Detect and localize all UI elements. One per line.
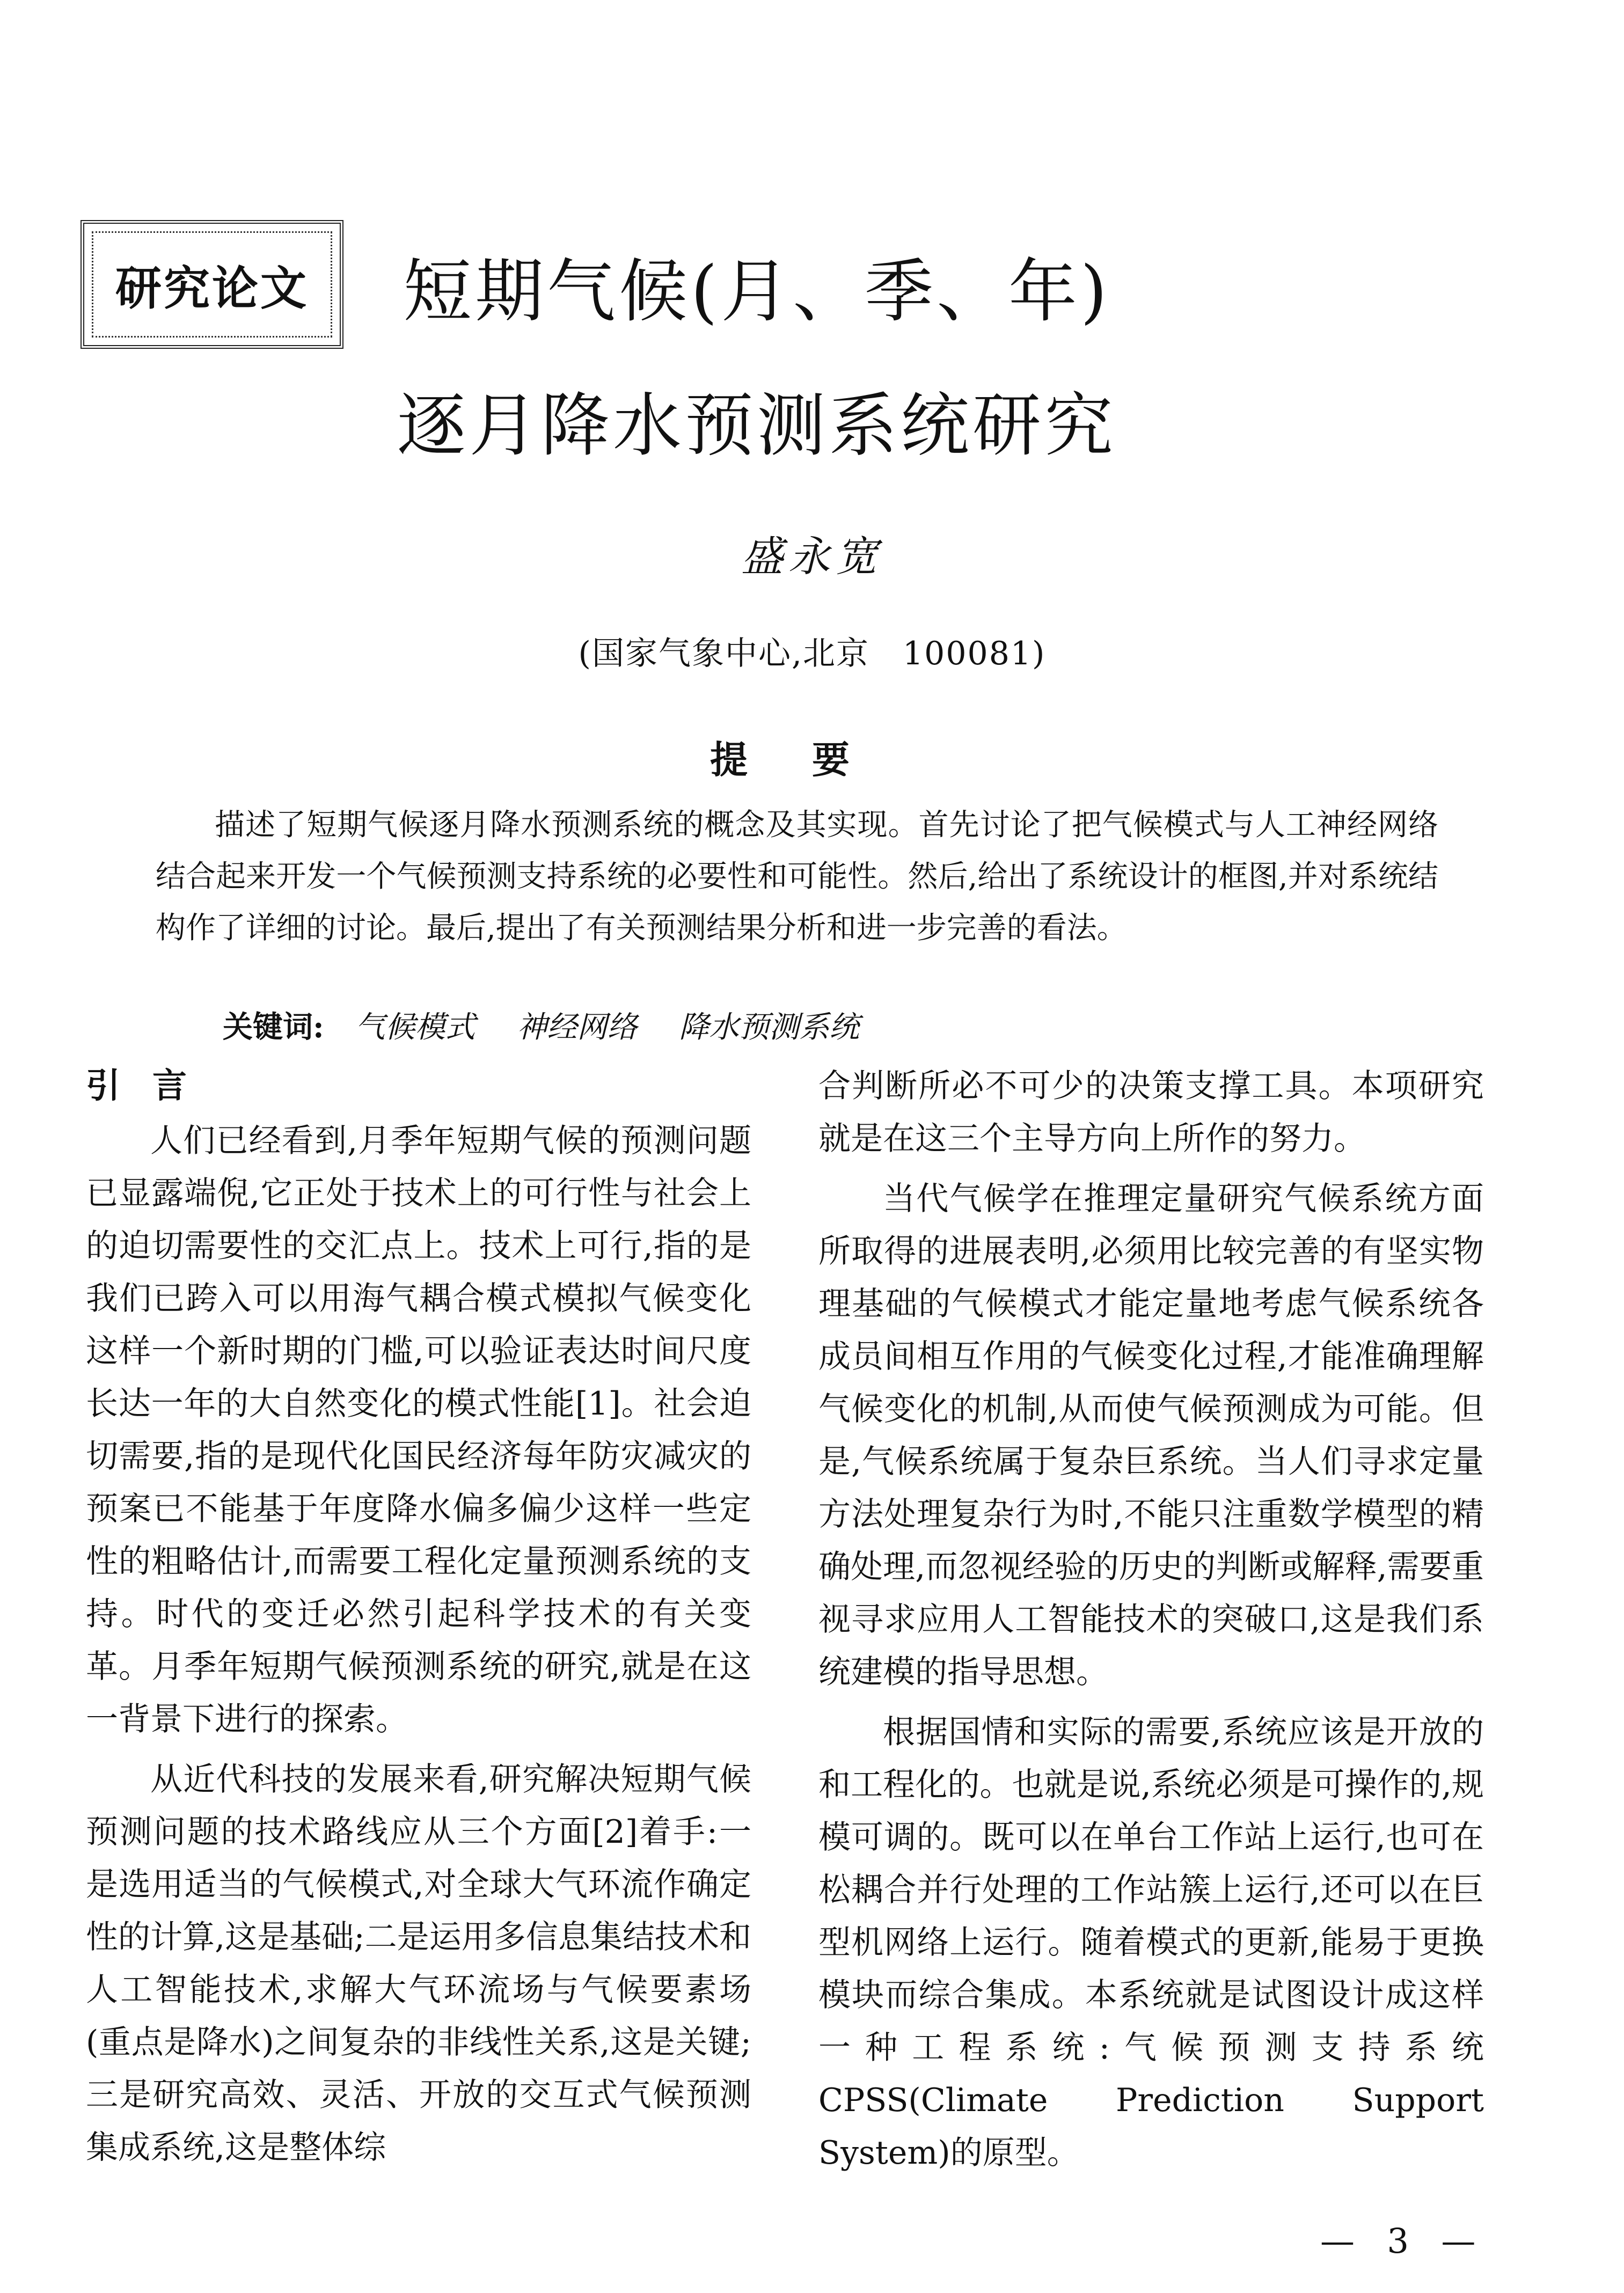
paragraph: 从近代科技的发展来看,研究解决短期气候预测问题的技术路线应从三个方面[2]着手:一是选用适当的气候模式,对全球大气环流作确定性的计算,这是基础;二是运用多信息集结技术和人工智能技术,求解大气环流场与气候要素场(重点是降水)之间复杂的非线性关系,这是关键;三是研究高效、灵活、开放的交互式气候预测集成系统,这是整体综	[86, 1761, 751, 2166]
abstract	[156, 800, 1438, 954]
paragraph: 合判断所必不可少的决策支撑工具。本项研究就是在这三个主导方向上所作的努力。	[818, 1067, 1484, 1158]
keyword: 神经网络	[517, 1010, 638, 1045]
keywords	[223, 1003, 1403, 1046]
abstract-text: 描述了短期气候逐月降水预测系统的概念及其实现。首先讨论了把气候模式与人工神经网络结合起来开发一个气候预测支持系统的必要性和可能性。然后,给出了系统设计的框图,并对系统结构作了详细的讨论。最后,提出了有关预测结果分析和进一步完善的看法。	[156, 808, 1438, 946]
section-title: 引言	[86, 1066, 219, 1106]
abstract-heading: 提要	[710, 737, 914, 782]
page-number: — 3 —	[1320, 2222, 1487, 2261]
title-line-2: 逐月降水预测系统研究	[397, 386, 1116, 466]
keyword: 气候模式	[355, 1010, 476, 1045]
title-line-1: 短期气候(月、季、年)	[403, 252, 1110, 332]
author: 盛永宽	[741, 533, 883, 581]
keywords-label: 关键词:	[223, 1009, 324, 1045]
left-column	[86, 1060, 751, 2181]
affiliation: (国家气象中心,北京 100081)	[578, 635, 1046, 672]
paragraph: 根据国情和实际的需要,系统应该是开放的和工程化的。也就是说,系统必须是可操作的,规模可调的。既可以在单台工作站上运行,也可在松耦合并行处理的工作站簇上运行,还可以在巨型机网络上运行。随着模式的更新,能易于更换模块而综合集成。本系统就是试图设计成这样一种工程系统:气候预测支持系统 CPSS(Climate Prediction Support System)的原型。	[818, 1713, 1484, 2172]
paragraph: 当代气候学在推理定量研究气候系统方面所取得的进展表明,必须用比较完善的有坚实物理基础的气候模式才能定量地考虑气候系统各成员间相互作用的气候变化过程,才能准确理解气候变化的机制,从而使气候预测成为可能。但是,气候系统属于复杂巨系统。当人们寻求定量方法处理复杂行为时,不能只注重数学模型的精确处理,而忽视经验的历史的判断或解释,需要重视寻求应用人工智能技术的突破口,这是我们系统建模的指导思想。	[818, 1180, 1484, 1691]
right-column	[818, 1060, 1484, 2187]
paragraph: 人们已经看到,月季年短期气候的预测问题已显露端倪,它正处于技术上的可行性与社会上的迫切需要性的交汇点上。技术上可行,指的是我们已跨入可以用海气耦合模式模拟气候变化这样一个新时期的门槛,可以验证表达时间尺度长达一年的大自然变化的模式性能[1]。社会迫切需要,指的是现代化国民经济每年防灾减灾的预案已不能基于年度降水偏多偏少这样一些定性的粗略估计,而需要工程化定量预测系统的支持。时代的变迁必然引起科学技术的有关变革。月季年短期气候预测系统的研究,就是在这一背景下进行的探索。	[86, 1122, 751, 1738]
keyword: 降水预测系统	[679, 1010, 860, 1045]
column-tag: 研究论文	[115, 261, 309, 316]
